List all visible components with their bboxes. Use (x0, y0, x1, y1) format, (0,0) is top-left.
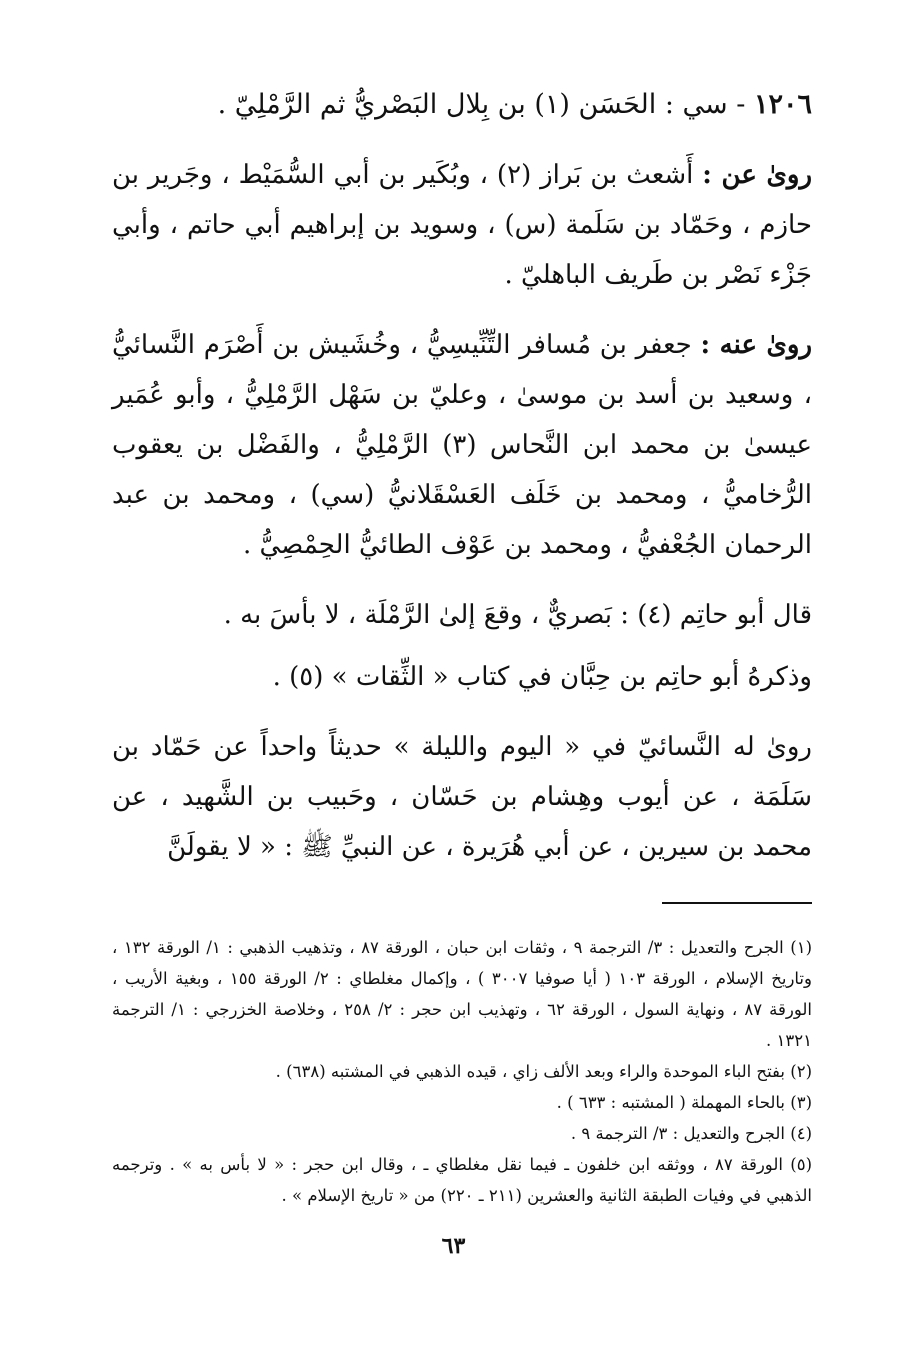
narrated-by-label: روىٰ عنه : (700, 330, 813, 360)
entry-heading (112, 80, 812, 130)
footnote-1: (١) الجرح والتعديل : ٣/ الترجمة ٩ ، وثقات ابن حبان ، الورقة ٨٧ ، وتذهيب الذهبي : ١/ الورقة ١٣٢ ، وتاريخ الإسلام ، الورقة ١٠٣ ( أيا صوفيا ٣٠٠٧ ) ، وإكمال مغلطاي : ٢/ الورقة ١٥٥ ، وبغية الأريب ، الورقة ٨٧ ، ونهاية السول ، الورقة ٦٢ ، وتهذيب ابن حجر : ٢/ ٢٥٨ ، وخلاصة الخزرجي : ١/ الترجمة ١٣٢١ . (112, 938, 813, 1050)
abu-hatim-statement: قال أبو حاتِم (٤) : بَصريٌّ ، وقعَ إلىٰ الرَّمْلَة ، لا بأسَ به . (223, 600, 812, 630)
ibn-hibban-statement: وذكرهُ أبو حاتِم بن حِبَّان في كتاب « الثِّقات » (٥) . (272, 662, 812, 692)
footnote-3: (٣) بالحاء المهملة ( المشتبه : ٦٣٣ ) . (556, 1093, 812, 1112)
footnote-divider (662, 902, 812, 904)
nasai-paragraph: روىٰ له النَّسائيّ في « اليوم والليلة » حديثاً واحداً عن حَمّاد بن سَلَمَة ، عن أيوب وهِشام بن حَسّان ، وحَبيب بن الشَّهيد ، عن محمد بن سيرين ، عن أبي هُرَيرة ، عن النبيِّ ﷺ : « لا يقولَنَّ (112, 732, 812, 862)
narrated-by-text: جعفر بن مُسافر التِّنِّيسِيُّ ، وخُشَيش بن أَصْرَم النَّسائيُّ ، وسعيد بن أسد بن موسىٰ ، وعليّ بن سَهْل الرَّمْلِيُّ ، وأبو عُمَير عيسىٰ بن محمد ابن النَّحاس (٣) الرَّمْلِيُّ ، والفَضْل بن يعقوب الرُّخاميُّ ، ومحمد بن خَلَف العَسْقَلانيُّ (سي) ، ومحمد بن عبد الرحمان الجُعْفيُّ ، ومحمد بن عَوْف الطائيُّ الحِمْصِيُّ . (112, 330, 812, 560)
narrated-from-paragraph (112, 150, 812, 300)
entry-heading-text: - سي : الحَسَن (١) بن بِلال البَصْريُّ ثم الرَّمْلِيّ . (217, 89, 746, 120)
narrated-by-paragraph (112, 320, 812, 570)
footnote-2: (٢) بفتح الباء الموحدة والراء وبعد الألف زاي ، قيده الذهبي في المشتبه (٦٣٨) . (275, 1062, 812, 1081)
footnote-5: (٥) الورقة ٨٧ ، ووثقه ابن خلفون ـ فيما نقل مغلطاي ـ ، وقال ابن حجر : « لا بأس به » . وترجمه الذهبي في وفيات الطبقة الثانية والعشرين (٢١١ ـ ٢٢٠) من « تاريخ الإسلام » . (112, 1155, 812, 1205)
narrated-from-label: روىٰ عن : (702, 160, 813, 190)
narrated-from-text: أَشعث بن بَراز (٢) ، وبُكَير بن أبي السُّمَيْط ، وجَرير بن حازم ، وحَمّاد بن سَلَمة (س) ، وسويد بن إبراهيم أبي حاتم ، وأبي جَزْء نَصْر بن طَريف الباهليّ . (112, 160, 812, 290)
entry-number: ١٢٠٦ (753, 89, 812, 120)
footnote-4: (٤) الجرح والتعديل : ٣/ الترجمة ٩ . (570, 1124, 812, 1143)
page-number: ٦٣ (441, 1233, 466, 1259)
